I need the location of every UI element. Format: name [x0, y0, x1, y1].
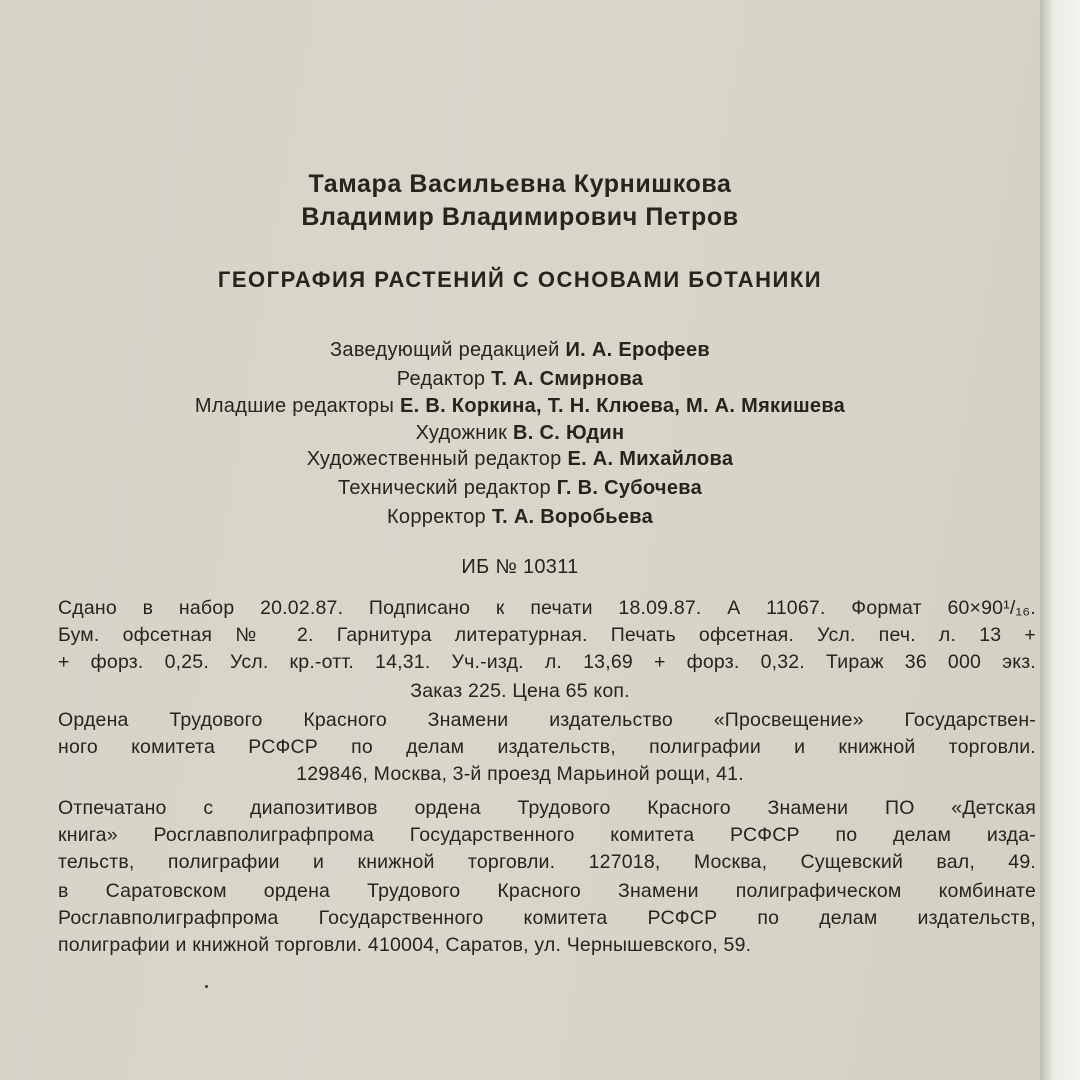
staff-role: Заведующий редакцией	[330, 339, 560, 361]
staff-line	[0, 477, 1040, 500]
staff-line	[0, 368, 1040, 391]
publisher-address: 129846, Москва, 3-й проезд Марьиной рощи, 41.	[296, 763, 744, 785]
staff-role: Редактор	[396, 368, 486, 390]
staff-line	[0, 395, 1040, 418]
staff-name: В. С. Юдин	[513, 422, 625, 444]
staff-name: Е. В. Коркина, Т. Н. Клюева, М. А. Мякишева	[400, 395, 846, 417]
staff-line	[0, 339, 1040, 362]
printer-line: Росглавполиграфпрома Государственного комитета РСФСР по делам издательств,	[58, 907, 1036, 929]
staff-name: Е. А. Михайлова	[567, 448, 734, 470]
imprint-line: Сдано в набор 20.02.87. Подписано к печати 18.09.87. А 11067. Формат 60×90¹/₁₆.	[58, 597, 1036, 619]
staff-role: Художник	[415, 422, 508, 444]
imprint-line: Бум. офсетная № 2. Гарнитура литературная. Печать офсетная. Усл. печ. л. 13 +	[58, 624, 1036, 646]
printer-line: книга» Росглавполиграфпрома Государственного комитета РСФСР по делам изда-	[58, 824, 1036, 846]
book-title: ГЕОГРАФИЯ РАСТЕНИЙ С ОСНОВАМИ БОТАНИКИ	[217, 267, 823, 292]
author-2: Владимир Владимирович Петров	[301, 203, 739, 231]
staff-line	[0, 422, 1040, 445]
page-edge	[1040, 0, 1080, 1080]
staff-role: Технический редактор	[337, 477, 551, 499]
staff-name: И. А. Ерофеев	[565, 339, 710, 361]
staff-role: Корректор	[386, 506, 486, 528]
staff-line	[0, 506, 1040, 529]
staff-name: Г. В. Субочева	[556, 477, 703, 499]
printer-line: тельств, полиграфии и книжной торговли. 127018, Москва, Сущевский вал, 49.	[58, 851, 1036, 873]
staff-line	[0, 448, 1040, 471]
staff-role: Младшие редакторы	[194, 395, 395, 417]
staff-name: Т. А. Смирнова	[491, 368, 644, 390]
printer-line: Отпечатано с диапозитивов ордена Трудового Красного Знамени ПО «Детская	[58, 797, 1036, 819]
order-price: Заказ 225. Цена 65 коп.	[410, 680, 630, 702]
author-1: Тамара Васильевна Курнишкова	[308, 170, 732, 198]
printer-line: полиграфии и книжной торговли. 410004, Саратов, ул. Чернышевского, 59.	[58, 934, 752, 956]
ib-number: ИБ № 10311	[461, 556, 579, 578]
staff-role: Художественный редактор	[306, 448, 562, 470]
staff-name: Т. А. Воробьева	[491, 506, 653, 528]
publisher-line: ного комитета РСФСР по делам издательств, полиграфии и книжной торговли.	[58, 736, 1036, 758]
publisher-line: Ордена Трудового Красного Знамени издательство «Просвещение» Государствен-	[58, 709, 1036, 731]
printer-line: в Саратовском ордена Трудового Красного Знамени полиграфическом комбинате	[58, 880, 1036, 902]
ink-speck	[205, 985, 208, 988]
imprint-line: + форз. 0,25. Усл. кр.-отт. 14,31. Уч.-изд. л. 13,69 + форз. 0,32. Тираж 36 000 экз.	[58, 651, 1036, 673]
